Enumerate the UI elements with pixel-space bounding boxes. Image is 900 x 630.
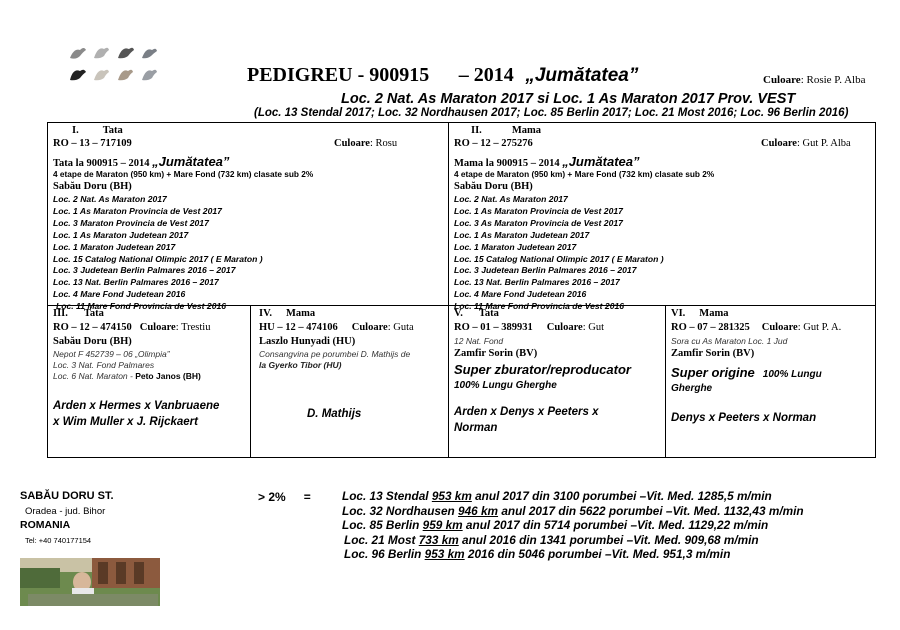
father-header: I. Tata xyxy=(72,125,123,136)
mother-result: Loc. 1 Maraton Judetean 2017 xyxy=(454,241,577,252)
footer-result-row: Loc. 13 Stendal 953 km anul 2017 din 3100 porumbei –Vit. Med. 1285,5 m/min xyxy=(342,489,772,503)
breeder-country: ROMANIA xyxy=(20,519,71,531)
gp3-lineage xyxy=(53,398,219,430)
father-box xyxy=(47,122,449,312)
gp4-owner: Laszlo Hunyadi (HU) xyxy=(259,336,356,347)
breeder-photo xyxy=(20,558,160,606)
gp6-title-origin xyxy=(671,364,822,382)
gp3-ring-color: RO – 12 – 474150 Culoare: Trestiu xyxy=(53,322,211,333)
father-result: Loc. 13 Nat. Berlin Palmares 2016 – 2017 xyxy=(53,277,219,288)
gp3-lineage-line: x Wim Muller x J. Rijckaert xyxy=(53,416,198,428)
gp3-owner: Sabău Doru (BH) xyxy=(53,336,132,347)
gp3-header: III. Tata xyxy=(53,308,104,319)
father-owner: Sabău Doru (BH) xyxy=(53,181,132,192)
mother-lead: Mama la 900915 – 2014 „Jumătatea” xyxy=(454,154,640,169)
father-result: Loc. 1 Maraton Judetean 2017 xyxy=(53,241,176,252)
father-result: Loc. 2 Nat. As Maraton 2017 xyxy=(53,194,167,204)
gp5-owner: Zamfir Sorin (BV) xyxy=(454,348,538,359)
pigeons-logo-icon xyxy=(66,40,162,84)
main-color-value: : Rosie P. Alba xyxy=(800,74,866,86)
gp5-lineage xyxy=(454,404,598,436)
subtitle: Loc. 2 Nat. As Maraton 2017 si Loc. 1 As Maraton 2017 Prov. VEST xyxy=(341,91,796,107)
gp5-lineage-line: Norman xyxy=(454,422,498,434)
gp5-lineage-line: Arden x Denys x Peeters x xyxy=(454,406,599,418)
mother-result: Loc. 3 As Maraton Provincia de Vest 2017 xyxy=(454,217,623,228)
father-color: Culoare: Rosu xyxy=(334,138,398,149)
subtitle-results: (Loc. 13 Stendal 2017; Loc. 32 Nordhausen 2017; Loc. 85 Berlin 2017; Loc. 21 Most 2016; Loc. 96 Berlin 2016) xyxy=(254,107,849,119)
gp4-notes xyxy=(259,349,410,371)
mother-results xyxy=(454,194,664,313)
mother-result: Loc. 15 Catalog National Olimpic 2017 ( E Maraton ) xyxy=(454,253,664,264)
mother-owner: Sabău Doru (BH) xyxy=(454,181,533,192)
father-lead: Tata la 900915 – 2014 „Jumătatea” xyxy=(53,154,230,169)
mother-result: Loc. 11 Mare Fond Provincia de Vest 2016 xyxy=(454,301,625,312)
father-result: Loc. 11 Mare Fond Provincia de Vest 2016 xyxy=(56,301,227,312)
title-year: – 2014 xyxy=(458,64,514,86)
footer-result-row: Loc. 21 Most 733 km anul 2016 din 1341 porumbei –Vit. Med. 909,68 m/min xyxy=(344,532,759,547)
father-result: Loc. 3 Maraton Provincia de Vest 2017 xyxy=(53,217,209,228)
title-name: „Jumătatea” xyxy=(525,65,639,86)
gp3-note: Loc. 3 Nat. Fond Palmares xyxy=(53,360,155,370)
gp6-header: VI. Mama xyxy=(671,308,729,319)
gp5-header: V. Tata xyxy=(454,308,499,319)
gp6-lineage: Denys x Peeters x Norman xyxy=(671,412,817,424)
mother-box xyxy=(448,122,876,312)
grandfather-maternal-box xyxy=(448,305,666,458)
grandmother-paternal-box xyxy=(250,305,449,458)
gp6-note: Sora cu As Maraton Loc. 1 Jud xyxy=(671,336,788,346)
mother-header: II. Mama xyxy=(471,125,541,136)
mother-color: Culoare: Gut P. Alba xyxy=(761,138,851,149)
mother-etape: 4 etape de Maraton (950 km) + Mare Fond (732 km) clasate sub 2% xyxy=(454,169,715,179)
mother-ring: RO – 12 – 275276 xyxy=(454,138,533,149)
main-color xyxy=(763,74,865,86)
gp5-note: 12 Nat. Fond xyxy=(454,336,504,346)
father-results xyxy=(53,194,263,313)
father-result: Loc. 3 Judetean Berlin Palmares 2016 – 2017 xyxy=(53,265,236,276)
mother-result: Loc. 3 Judetean Berlin Palmares 2016 – 2017 xyxy=(454,265,637,276)
gp5-title: Super zburator/reproducator xyxy=(454,362,631,377)
gp6-title: Super origine xyxy=(671,365,755,380)
gp4-ring-color: HU – 12 – 474106 Culoare: Guta xyxy=(259,322,414,333)
gp6-origin2: Gherghe xyxy=(671,383,713,394)
footer-result-row: Loc. 85 Berlin 959 km anul 2017 din 5714 porumbei –Vit. Med. 1129,22 m/min xyxy=(342,518,769,532)
gp4-lineage: D. Mathijs xyxy=(307,408,362,420)
breeder-name: SABĂU DORU ST. xyxy=(20,490,114,502)
mother-result: Loc. 13 Nat. Berlin Palmares 2016 – 2017 xyxy=(454,277,620,288)
father-result: Loc. 1 As Maraton Judetean 2017 xyxy=(53,229,189,240)
gp6-owner: Zamfir Sorin (BV) xyxy=(671,348,755,359)
gp4-note: Consangvina pe porumbei D. Mathijs de xyxy=(259,349,411,359)
father-result: Loc. 15 Catalog National Olimpic 2017 ( E Maraton ) xyxy=(53,253,263,264)
grandmother-maternal-box xyxy=(665,305,876,458)
father-etape: 4 etape de Maraton (950 km) + Mare Fond (732 km) clasate sub 2% xyxy=(53,169,314,179)
mother-result: Loc. 2 Nat. As Maraton 2017 xyxy=(454,194,568,204)
breeder-phone: Tel: +40 740177154 xyxy=(25,536,92,545)
gp3-lineage-line: Arden x Hermes x Vanbruaene xyxy=(53,400,220,412)
gp5-ring-color: RO – 01 – 389931 Culoare: Gut xyxy=(454,322,605,333)
mother-result: Loc. 1 As Maraton Judetean 2017 xyxy=(454,229,590,240)
gp6-ring-color: RO – 07 – 281325 Culoare: Gut P. A. xyxy=(671,322,842,333)
threshold-label: > 2% = xyxy=(258,490,311,504)
gp5-origin: 100% Lungu Gherghe xyxy=(454,380,557,391)
gp3-notes xyxy=(53,349,201,382)
father-result: Loc. 1 As Maraton Provincia de Vest 2017 xyxy=(53,205,222,216)
gp3-note: Nepot F 452739 – 06 „Olimpia” xyxy=(53,349,170,359)
gp4-header: IV. Mama xyxy=(259,308,316,319)
title-pedigree: PEDIGREU - 900915 xyxy=(247,64,430,86)
mother-result: Loc. 1 As Maraton Provincia de Vest 2017 xyxy=(454,205,623,216)
footer-result-row: Loc. 32 Nordhausen 946 km anul 2017 din 5622 porumbei –Vit. Med. 1132,43 m/min xyxy=(342,503,804,518)
main-color-label: Culoare xyxy=(763,74,801,86)
gp3-note: Loc. 6 Nat. Maraton - Peto Janos (BH) xyxy=(53,371,201,381)
grandfather-paternal-box xyxy=(47,305,251,458)
father-result: Loc. 4 Mare Fond Judetean 2016 xyxy=(53,289,186,300)
father-ring: RO – 13 – 717109 xyxy=(53,138,132,149)
mother-result: Loc. 4 Mare Fond Judetean 2016 xyxy=(454,289,587,300)
footer-results xyxy=(342,489,804,562)
breeder-city: Oradea - jud. Bihor xyxy=(25,506,106,517)
page-title xyxy=(247,64,638,87)
gp6-origin: 100% Lungu xyxy=(762,369,822,380)
footer-result-row: Loc. 96 Berlin 953 km 2016 din 5046 porumbei –Vit. Med. 951,3 m/min xyxy=(344,547,731,561)
gp4-note: la Gyerko Tibor (HU) xyxy=(259,360,342,370)
